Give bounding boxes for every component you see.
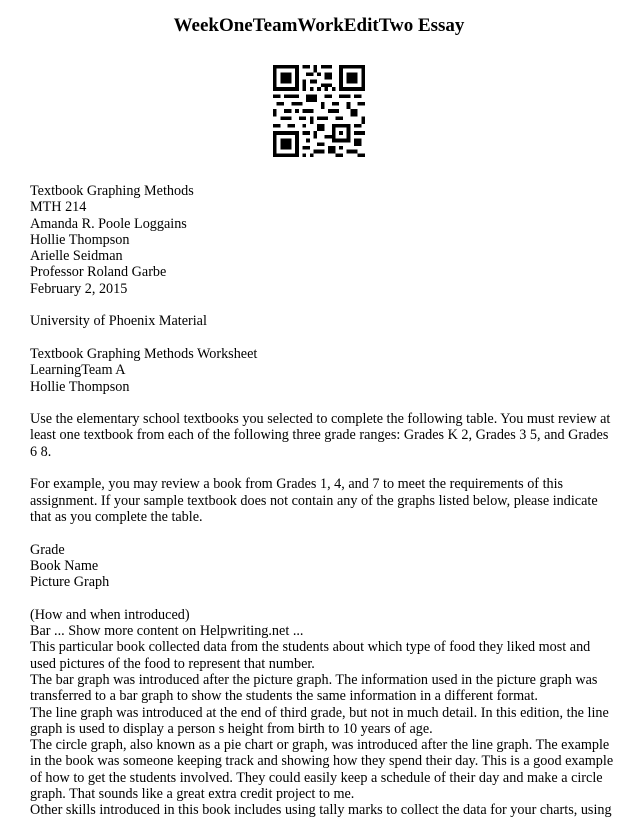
body-line: of how to get the students involved. They could easily keep a schedule of their day and make a circle: [30, 769, 603, 786]
paragraph-line: assignment. If your sample textbook does not contain any of the graphs listed below, please indicate: [30, 492, 598, 509]
qr-code-icon: [273, 65, 365, 157]
worksheet-line: Hollie Thompson: [30, 378, 130, 395]
table-header: Grade: [30, 541, 65, 558]
instructions-paragraph: [30, 411, 610, 460]
table-header-block: [30, 542, 610, 591]
paragraph-line: that as you complete the table.: [30, 508, 203, 525]
body-line: Bar ... Show more content on Helpwriting.net ...: [30, 623, 304, 640]
body-line: in the book was someone keeping track and showing how they spend their day. This is a good example: [30, 753, 614, 770]
header-line: Amanda R. Poole Loggains: [30, 215, 187, 232]
body-line: This particular book collected data from the students about which type of food they liked most and: [30, 639, 591, 656]
body-line: transferred to a bar graph to show the students the same information in a different format.: [30, 688, 538, 705]
paragraph-line: 6 8.: [30, 443, 52, 460]
body-line: graph. That sounds like a great extra credit project to me.: [30, 785, 355, 802]
worksheet-line: Textbook Graphing Methods Worksheet: [30, 345, 258, 362]
body-line: The line graph was introduced at the end of third grade, but not in much detail. In this edition, the line: [30, 704, 609, 721]
header-line: Hollie Thompson: [30, 231, 130, 248]
header-line: Professor Roland Garbe: [30, 264, 167, 281]
table-header: Picture Graph: [30, 574, 110, 591]
header-line: February 2, 2015: [30, 280, 128, 297]
source-line: University of Phoenix Material: [30, 313, 207, 330]
body-line: Other skills introduced in this book includes using tally marks to collect the data for your charts, using: [30, 802, 612, 819]
paragraph-line: least one textbook from each of the following three grade ranges: Grades K 2, Grades 3 5, and Grades: [30, 427, 609, 444]
body-line: (How and when introduced): [30, 606, 190, 623]
body-line: graph is used to display a person s height from birth to 10 years of age.: [30, 720, 433, 737]
header-line: Textbook Graphing Methods: [30, 183, 194, 199]
worksheet-block: [30, 346, 610, 395]
document-title: WeekOneTeamWorkEditTwo Essay: [173, 15, 465, 36]
essay-body-block: [30, 606, 614, 819]
header-line: MTH 214: [30, 199, 87, 216]
header-line: Arielle Seidman: [30, 248, 123, 265]
body-line: The circle graph, also known as a pie chart or graph, was introduced after the line graph. The example: [30, 737, 610, 754]
table-header: Book Name: [30, 557, 99, 574]
body-line: The bar graph was introduced after the picture graph. The information used in the picture graph was: [30, 671, 598, 688]
header-block: [30, 183, 610, 297]
worksheet-line: LearningTeam A: [30, 362, 126, 379]
body-line: used pictures of the food to represent that number.: [30, 655, 315, 672]
paragraph-line: For example, you may review a book from Grades 1, 4, and 7 to meet the requirements of this: [30, 476, 564, 493]
example-paragraph: [30, 476, 610, 525]
document-body: [30, 183, 614, 819]
paragraph-line: Use the elementary school textbooks you selected to complete the following table. You must review at: [30, 411, 611, 428]
